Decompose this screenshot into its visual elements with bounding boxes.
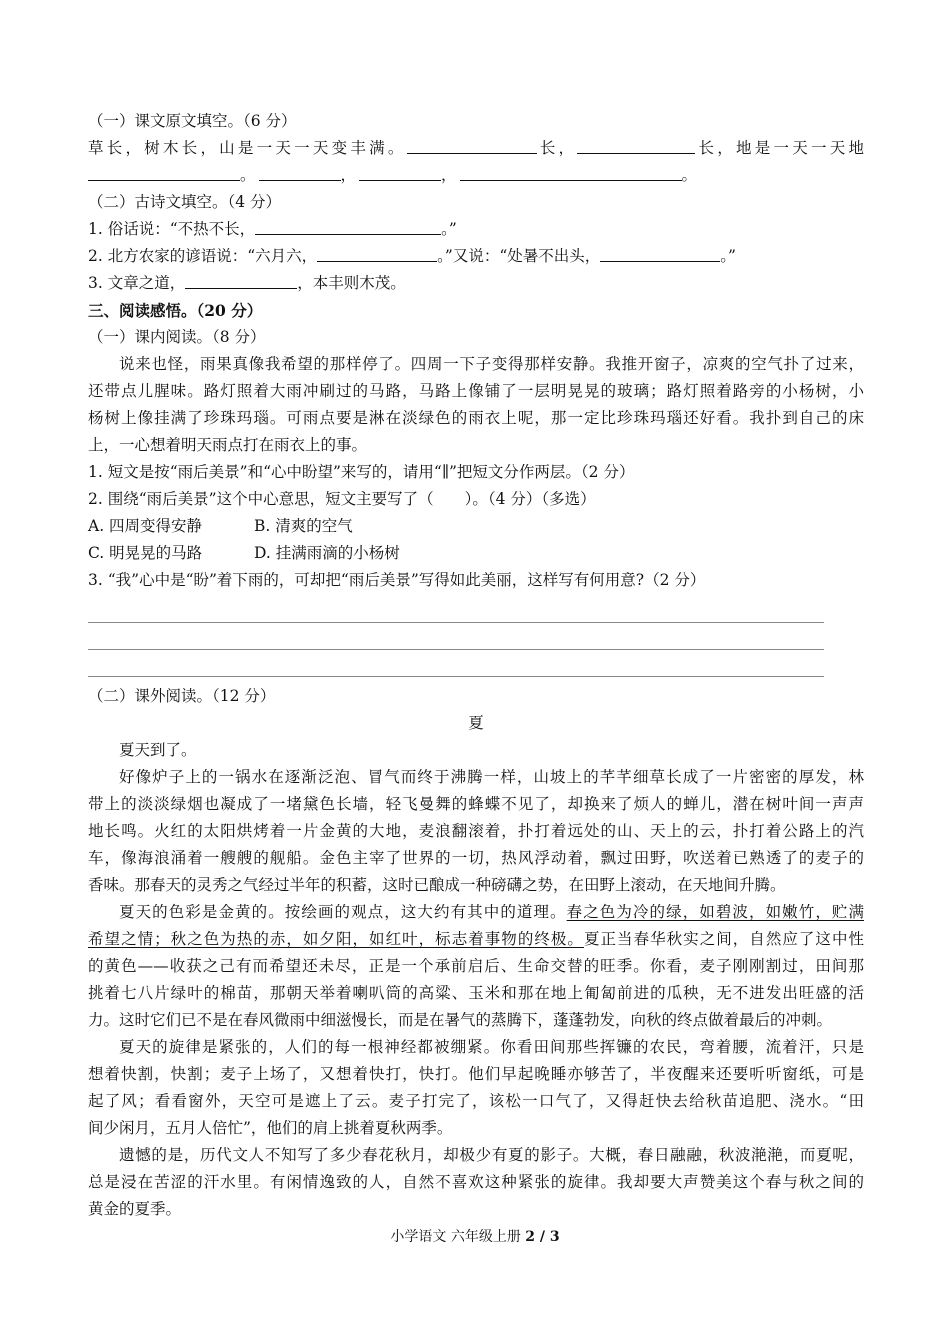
- options-row: [88, 540, 864, 567]
- punctuation: ，: [340, 166, 357, 184]
- option-c[interactable]: C. 明晃晃的马路: [88, 544, 203, 562]
- exam-page: [88, 108, 864, 594]
- answer-blank[interactable]: [255, 217, 441, 235]
- option-a[interactable]: A. 四周变得安静: [88, 517, 203, 535]
- prompt-text: 草长，树木长，山是一天一天变丰满。: [88, 139, 407, 157]
- punctuation: ，: [441, 166, 457, 184]
- article-line: 车，像海浪涌着一艘艘的舰船。金色主宰了世界的一切，热风浮动着，飘过田野，吹送着已熟透了的麦子的: [88, 849, 864, 867]
- article-line: 地长鸣。火红的太阳烘烤着一片金黄的大地，麦浪翻滚着，扑打着远处的山、天上的云，扑打着公路上的汽: [88, 822, 864, 840]
- article-text: 夏正当春华秋实之间，自然应了这中性: [583, 930, 864, 948]
- article-line: 想着快割，快割；麦子上场了，又想着快打，快打。他们早起晚睡亦够苦了，半夜醒来还要听听窗纸，可是: [88, 1065, 864, 1083]
- prompt-text: 长，: [536, 139, 578, 157]
- punctuation: 。: [240, 166, 256, 184]
- page-number: 2 / 3: [525, 1229, 560, 1245]
- answer-blank[interactable]: [259, 163, 341, 181]
- reading-question-1: 1. 短文是按“雨后美景”和“心中盼望”来写的，请用“∥”把短文分作两层。（2 分）: [88, 463, 635, 481]
- passage-line: 上，一心想着明天雨点打在雨衣上的事。: [88, 436, 368, 454]
- answer-blank[interactable]: [317, 244, 437, 262]
- article-line: 遗憾的是，历代文人不知写了多少春花秋月，却极少有夏的影子。大概，春日融融，秋波滟滟，而夏呢，: [119, 1146, 864, 1164]
- section-heading: （一）课文原文填空。（6 分）: [88, 112, 297, 130]
- article-line: [88, 899, 864, 926]
- prompt-text: 。”又说：“处暑不出头，: [437, 247, 601, 265]
- section-heading: （一）课内阅读。（8 分）: [88, 328, 266, 346]
- prompt-text: 1. 俗话说：“不热不长，: [88, 220, 256, 238]
- reading-question-3: 3. “我”心中是“盼”着下雨的，可却把“雨后美景”写得如此美丽，这样写有何用意?（2 分）: [88, 571, 706, 589]
- prompt-text: 。”: [441, 220, 457, 238]
- article-line: 香味。那春天的灵秀之气经过半年的积蓄，这时已酿成一种磅礴之势，在田野上滚动，在天地间升腾。: [88, 876, 786, 894]
- article-line: 的黄色——收获之己有而希望还未尽，正是一个承前启后、生命交替的旺季。你看，麦子刚刚割过，田间那: [88, 957, 864, 975]
- underlined-text: 春之色为冷的绿，如碧波，如嫩竹，贮满: [566, 903, 864, 921]
- underlined-text: 希望之情；秋之色为热的赤，如夕阳，如红叶，标志着事物的终极。: [88, 930, 584, 948]
- article-line: 好像炉子上的一锅水在逐渐泛泡、冒气而终于沸腾一样，山坡上的芊芊细草长成了一片密密的厚发，林: [119, 768, 864, 786]
- page-footer: [0, 1227, 950, 1247]
- answer-blank[interactable]: [577, 136, 695, 154]
- article-line: 夏天的旋律是紧张的，人们的每一根神经都被绷紧。你看田间那些挥镰的农民，弯着腰，流着汗，只是: [119, 1038, 864, 1056]
- answer-blank[interactable]: [185, 271, 297, 289]
- prompt-text: 。”: [720, 247, 736, 265]
- article-line: [88, 926, 864, 953]
- answer-blank[interactable]: [460, 163, 682, 181]
- reading-question-2: 2. 围绕“雨后美景”这个中心意思，短文主要写了（ ）。（4 分）（多选）: [88, 490, 596, 508]
- footer-subject: 小学语文 六年级上册: [390, 1229, 526, 1245]
- option-b[interactable]: B. 清爽的空气: [254, 517, 353, 535]
- option-d[interactable]: D. 挂满雨滴的小杨树: [254, 544, 400, 562]
- answer-blank[interactable]: [359, 163, 441, 181]
- passage-line: 说来也怪，雨果真像我希望的那样停了。四周一下子变得那样安静。我推开窗子，凉爽的空气扑了过来，: [119, 355, 864, 373]
- punctuation: 。: [681, 166, 698, 184]
- prompt-text: 2. 北方农家的谚语说：“六月六，: [88, 247, 318, 265]
- article-line: 间少闲月，五月人倍忙”，他们的肩上挑着夏秋两季。: [88, 1119, 453, 1137]
- question-3: [88, 270, 864, 297]
- answer-blank[interactable]: [407, 136, 537, 154]
- article-line: 挑着七八片绿叶的棉苗，那朝天举着喇叭筒的高粱、玉米和那在地上匍匐前进的瓜秧，无不进发出旺盛的活: [88, 984, 864, 1002]
- answer-line[interactable]: [88, 622, 824, 623]
- passage-line: 杨树上像挂满了珍珠玛瑙。可雨点要是淋在淡绿色的雨衣上呢，那一定比珍珠玛瑙还好看。我扑到自己的床: [88, 409, 864, 427]
- prompt-text: ，本丰则木茂。: [297, 274, 406, 292]
- article-paragraph-1: 夏天到了。: [119, 741, 197, 759]
- options-row: [88, 513, 864, 540]
- section-heading: （二）课外阅读。（12 分）: [88, 687, 276, 705]
- passage-line: 还带点儿腥味。路灯照着大雨冲刷过的马路，马路上像铺了一层明晃晃的玻璃；路灯照着路旁的小杨树，小: [88, 382, 864, 400]
- extra-reading: [88, 683, 864, 1223]
- article-text: 夏天的色彩是金黄的。按绘画的观点，这大约有其中的道理。: [119, 903, 567, 921]
- question-2: [88, 243, 864, 270]
- prompt-text: 长，地是一天一天地: [695, 139, 864, 157]
- fill-line: [88, 135, 864, 162]
- answer-line[interactable]: [88, 676, 824, 677]
- answer-blank[interactable]: [88, 163, 240, 181]
- answer-blank[interactable]: [600, 244, 720, 262]
- answer-line[interactable]: [88, 649, 824, 650]
- article-line: 总是浸在苦涩的汗水里。有闲情逸致的人，自然不喜欢这种紧张的旋律。我却要大声赞美这个春与秋之间的: [88, 1173, 864, 1191]
- article-title: 夏: [468, 714, 484, 732]
- question-1: [88, 216, 864, 243]
- part-heading: 三、阅读感悟。（20 分）: [88, 301, 263, 320]
- article-line: 起了风；看看窗外，天空可是遮上了云。麦子打完了，该松一口气了，又得赶快去给秋苗追肥、浇水。“田: [88, 1092, 864, 1110]
- prompt-text: 3. 文章之道，: [88, 274, 186, 292]
- article-line: 黄金的夏季。: [88, 1200, 182, 1218]
- fill-line: [88, 162, 864, 189]
- article-line: 力。这时它们已不是在春风微雨中细滋慢长，而是在暑气的蒸腾下，蓬蓬勃发，向秋的终点做着最后的冲刺。: [88, 1011, 833, 1029]
- article-line: 带上的淡淡绿烟也凝成了一堵黛色长墙，轻飞曼舞的蜂蝶不见了，却换来了烦人的蝉儿，潜在树叶间一声声: [88, 795, 864, 813]
- section-heading: （二）古诗文填空。（4 分）: [88, 193, 282, 211]
